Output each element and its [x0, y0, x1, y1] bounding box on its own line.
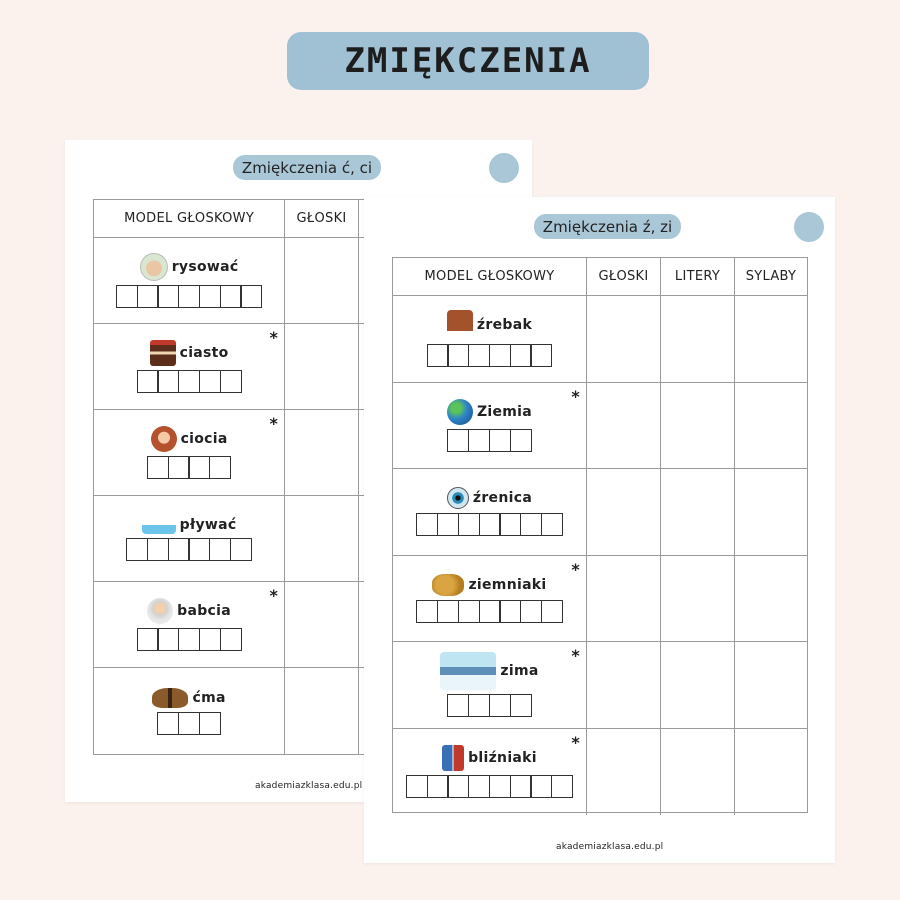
answer-cell[interactable]	[587, 729, 661, 816]
sound-box[interactable]	[137, 628, 159, 651]
sound-boxes	[116, 285, 262, 308]
sound-boxes	[447, 429, 531, 452]
sound-box[interactable]	[157, 628, 179, 651]
sound-box[interactable]	[520, 513, 542, 536]
sound-box[interactable]	[147, 456, 169, 479]
answer-cell[interactable]	[735, 383, 807, 469]
sound-box[interactable]	[416, 513, 438, 536]
sound-box[interactable]	[199, 370, 221, 393]
sound-boxes	[147, 456, 231, 479]
model-cell	[94, 238, 285, 323]
worksheet-title: Zmiękczenia ć, ci	[233, 155, 381, 180]
sound-box[interactable]	[157, 712, 179, 735]
header-model: MODEL GŁOSKOWY	[393, 258, 587, 295]
sound-box[interactable]	[178, 712, 200, 735]
word-line	[447, 310, 532, 340]
word-label: bliźniaki	[468, 750, 537, 767]
sound-box[interactable]	[220, 285, 242, 308]
sound-box[interactable]	[230, 538, 252, 561]
word-label: źrenica	[472, 490, 533, 507]
sound-box[interactable]	[468, 344, 490, 367]
sound-box[interactable]	[199, 712, 221, 735]
sound-box[interactable]	[199, 285, 221, 308]
sound-box[interactable]	[541, 600, 563, 623]
answer-cell[interactable]	[587, 296, 661, 382]
model-cell	[94, 668, 285, 754]
sound-box[interactable]	[479, 513, 501, 536]
horse-icon	[447, 310, 473, 340]
answer-cell[interactable]	[587, 642, 661, 728]
sound-box[interactable]	[510, 694, 532, 717]
star-mark: *	[269, 414, 279, 433]
sound-boxes	[137, 628, 242, 651]
word-line	[447, 487, 532, 509]
sound-box[interactable]	[437, 600, 459, 623]
answer-cell[interactable]	[735, 296, 807, 382]
sound-box[interactable]	[447, 694, 469, 717]
worksheet-title: Zmiękczenia ź, zi	[534, 214, 681, 239]
word-label: ziemniaki	[468, 576, 547, 593]
sound-box[interactable]	[489, 429, 511, 452]
answer-cell[interactable]	[735, 556, 807, 642]
sound-box[interactable]	[178, 370, 200, 393]
sound-boxes	[406, 775, 573, 798]
logo-badge-icon	[489, 153, 519, 183]
sound-box[interactable]	[447, 344, 469, 367]
drawing-hand-icon	[140, 253, 168, 281]
word-line	[447, 399, 532, 425]
sound-box[interactable]	[427, 775, 449, 798]
twins-icon	[442, 745, 464, 771]
sound-box[interactable]	[479, 600, 501, 623]
sound-box[interactable]	[499, 513, 521, 536]
answer-cell[interactable]	[661, 729, 735, 816]
sound-box[interactable]	[530, 344, 552, 367]
word-label: rysować	[171, 259, 239, 275]
logo-badge-icon	[794, 212, 824, 242]
sound-box[interactable]	[541, 513, 563, 536]
model-cell	[393, 642, 587, 728]
footer-url: akademiazklasa.edu.pl	[255, 781, 363, 791]
sound-box[interactable]	[447, 429, 469, 452]
sound-box[interactable]	[520, 600, 542, 623]
word-label: ciasto	[179, 345, 229, 361]
sound-box[interactable]	[188, 538, 210, 561]
worksheet-zi	[364, 197, 835, 863]
sound-box[interactable]	[437, 513, 459, 536]
winter-icon	[440, 652, 496, 690]
sound-box[interactable]	[510, 344, 532, 367]
sound-box[interactable]	[116, 285, 138, 308]
potatoes-icon	[432, 574, 464, 596]
cake-icon	[150, 340, 176, 366]
woman-icon	[151, 426, 177, 452]
word-line	[152, 688, 225, 708]
model-cell	[94, 410, 285, 495]
sound-box[interactable]	[458, 513, 480, 536]
header-sylaby: SYLABY	[745, 269, 797, 284]
model-cell	[393, 469, 587, 555]
sound-box[interactable]	[427, 344, 449, 367]
sound-box[interactable]	[209, 456, 231, 479]
model-cell	[393, 296, 587, 382]
sound-box[interactable]	[468, 775, 490, 798]
answer-cell[interactable]	[735, 642, 807, 728]
answer-cell[interactable]	[661, 642, 735, 728]
answer-cell[interactable]	[285, 410, 359, 495]
word-line	[147, 598, 231, 624]
answer-cell[interactable]	[285, 668, 359, 754]
sound-boxes	[416, 513, 562, 536]
sound-boxes	[157, 712, 220, 735]
sound-box[interactable]	[468, 694, 490, 717]
star-mark: *	[571, 559, 580, 579]
sound-box[interactable]	[147, 538, 169, 561]
answer-cell[interactable]	[285, 496, 359, 581]
page-banner-title: ZMIĘKCZENIA	[287, 32, 649, 90]
eye-icon	[447, 487, 469, 509]
word-line	[151, 426, 228, 452]
sound-box[interactable]	[157, 370, 179, 393]
sound-box[interactable]	[468, 429, 490, 452]
word-label: ćma	[192, 689, 226, 706]
sound-box[interactable]	[220, 370, 242, 393]
sound-box[interactable]	[510, 429, 532, 452]
sound-box[interactable]	[209, 538, 231, 561]
sound-box[interactable]	[178, 628, 200, 651]
sound-box[interactable]	[489, 694, 511, 717]
answer-cell[interactable]	[587, 556, 661, 642]
sound-boxes	[416, 600, 562, 623]
word-label: pływać	[179, 517, 237, 533]
answer-cell[interactable]	[661, 383, 735, 469]
sound-box[interactable]	[168, 538, 190, 561]
answer-cell[interactable]	[285, 582, 359, 667]
sound-box[interactable]	[157, 285, 179, 308]
grandma-icon	[147, 598, 173, 624]
table-row	[393, 642, 807, 729]
word-label: ciocia	[180, 431, 228, 447]
word-label: Ziemia	[476, 403, 533, 420]
word-label: babcia	[177, 603, 232, 619]
swimmer-icon	[142, 516, 176, 534]
sound-boxes	[137, 370, 242, 393]
sound-box[interactable]	[489, 344, 511, 367]
sound-box[interactable]	[137, 370, 159, 393]
sound-box[interactable]	[188, 456, 210, 479]
model-cell	[393, 556, 587, 642]
star-mark: *	[571, 646, 580, 665]
sound-box[interactable]	[499, 600, 521, 623]
answer-cell[interactable]	[661, 469, 735, 555]
table-row	[393, 729, 807, 816]
sound-box[interactable]	[416, 600, 438, 623]
sound-box[interactable]	[510, 775, 532, 798]
star-mark: *	[571, 732, 580, 752]
sound-box[interactable]	[458, 600, 480, 623]
table-header	[393, 258, 807, 296]
sound-box[interactable]	[551, 775, 573, 798]
sound-box[interactable]	[240, 285, 262, 308]
model-cell	[94, 496, 285, 581]
sound-box[interactable]	[447, 775, 469, 798]
answer-cell[interactable]	[587, 469, 661, 555]
word-line	[442, 745, 537, 771]
table-row	[393, 296, 807, 383]
header-gloski: GŁOSKI	[587, 258, 661, 295]
moth-icon	[152, 688, 188, 708]
word-line	[140, 253, 239, 281]
model-cell	[94, 582, 285, 667]
star-mark: *	[571, 386, 580, 406]
header-model: MODEL GŁOSKOWY	[94, 200, 285, 237]
model-cell	[393, 383, 587, 469]
word-line	[440, 652, 538, 690]
answer-cell[interactable]	[661, 556, 735, 642]
answer-cell[interactable]	[735, 729, 807, 816]
sound-box[interactable]	[530, 775, 552, 798]
footer-url: akademiazklasa.edu.pl	[556, 842, 664, 852]
sound-box[interactable]	[168, 456, 190, 479]
sound-box[interactable]	[220, 628, 242, 651]
sound-boxes	[447, 694, 531, 717]
globe-icon	[447, 399, 473, 425]
word-label: źrebak	[476, 317, 533, 334]
header-gloski: GŁOSKI	[285, 200, 359, 237]
sound-box[interactable]	[199, 628, 221, 651]
word-label: zima	[500, 663, 539, 680]
answer-cell[interactable]	[735, 469, 807, 555]
star-mark: *	[269, 586, 279, 605]
sound-box[interactable]	[126, 538, 148, 561]
answer-cell[interactable]	[285, 238, 359, 323]
header-litery: LITERY	[661, 258, 735, 295]
answer-cell[interactable]	[661, 296, 735, 382]
sound-box[interactable]	[489, 775, 511, 798]
model-cell	[393, 729, 587, 816]
model-cell	[94, 324, 285, 409]
word-line	[432, 574, 546, 596]
sound-box[interactable]	[406, 775, 428, 798]
table-row	[393, 383, 807, 470]
word-line	[142, 516, 237, 534]
sound-box[interactable]	[178, 285, 200, 308]
table-row	[393, 556, 807, 643]
star-mark: *	[269, 328, 279, 347]
table-row	[393, 469, 807, 556]
answer-cell[interactable]	[285, 324, 359, 409]
word-line	[150, 340, 229, 366]
sound-box[interactable]	[137, 285, 159, 308]
answer-cell[interactable]	[587, 383, 661, 469]
sound-boxes	[427, 344, 553, 367]
worksheet-table	[392, 257, 808, 813]
sound-boxes	[126, 538, 252, 561]
